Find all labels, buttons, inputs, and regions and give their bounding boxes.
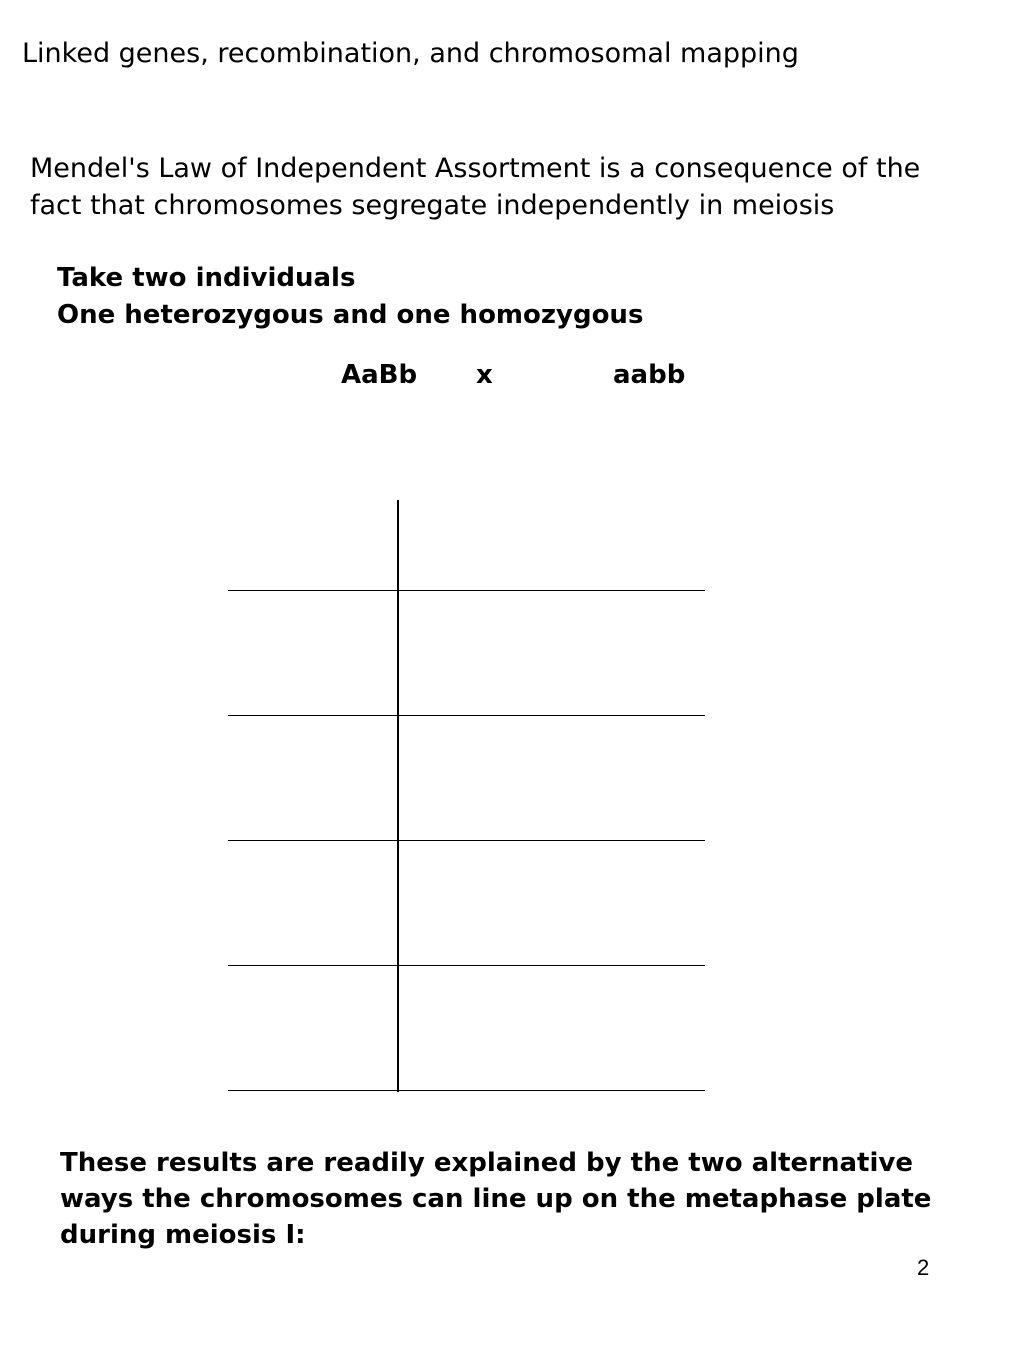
table-row-line bbox=[228, 590, 705, 591]
intro-line-1: Mendel's Law of Independent Assortment is a consequence of the bbox=[30, 153, 921, 184]
setup-paragraph bbox=[57, 260, 643, 334]
table-vertical-divider bbox=[397, 500, 399, 1092]
intro-paragraph bbox=[30, 150, 920, 224]
cross-parent-2: aabb bbox=[613, 360, 686, 390]
conclusion-line-1: These results are readily explained by the two alternative bbox=[60, 1148, 913, 1178]
table-row-line bbox=[228, 715, 705, 716]
page-number: 2 bbox=[917, 1255, 930, 1280]
conclusion-line-2: ways the chromosomes can line up on the metaphase plate bbox=[60, 1184, 932, 1214]
table-row-line bbox=[228, 965, 705, 966]
cross-parent-1: AaBb bbox=[341, 360, 418, 390]
conclusion-paragraph bbox=[60, 1145, 931, 1253]
table-row-line bbox=[228, 840, 705, 841]
table-row-line bbox=[228, 1090, 705, 1091]
setup-line-1: Take two individuals bbox=[57, 263, 356, 293]
page-title: Linked genes, recombination, and chromosomal mapping bbox=[22, 38, 799, 69]
intro-line-2: fact that chromosomes segregate independently in meiosis bbox=[30, 190, 835, 221]
cross-symbol: x bbox=[476, 360, 493, 390]
setup-line-2: One heterozygous and one homozygous bbox=[57, 300, 644, 330]
conclusion-line-3: during meiosis I: bbox=[60, 1220, 306, 1250]
